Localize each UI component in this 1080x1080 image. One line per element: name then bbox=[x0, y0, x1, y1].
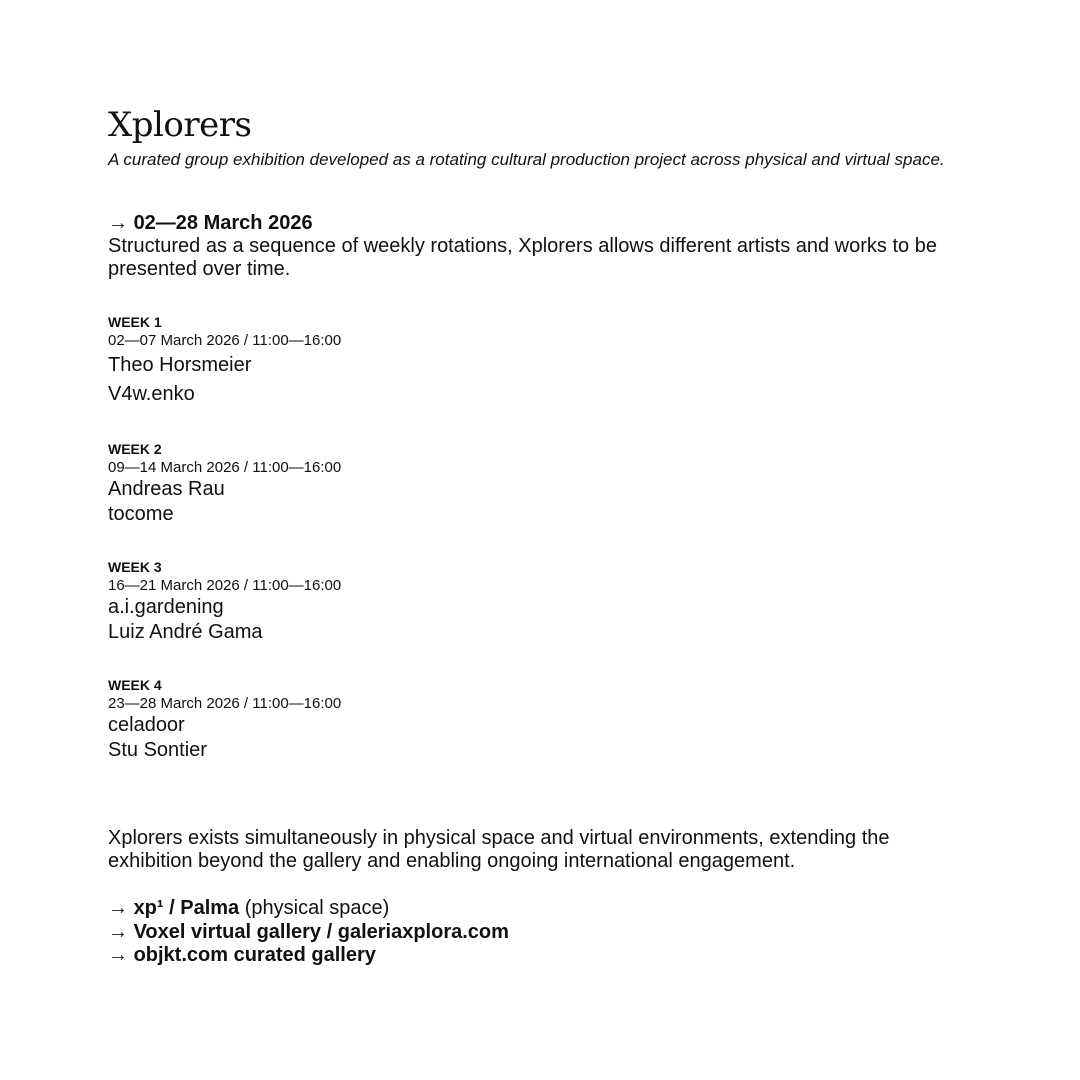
week-date: 09—14 March 2026 / 11:00—16:00 bbox=[108, 459, 342, 476]
arrow-right-icon: → bbox=[108, 920, 128, 943]
venue-link-palma[interactable] bbox=[108, 897, 968, 921]
week-label: WEEK 1 bbox=[108, 314, 162, 330]
week-date: 23—28 March 2026 / 11:00—16:00 bbox=[108, 695, 342, 712]
exhibition-page bbox=[108, 104, 968, 968]
schedule-intro: Structured as a sequence of weekly rotations, Xplorers allows different artists and works to be presented over time. bbox=[108, 235, 937, 280]
week-label: WEEK 4 bbox=[108, 677, 162, 693]
artist-name: Theo Horsmeier bbox=[108, 354, 252, 376]
week-label: WEEK 2 bbox=[108, 441, 162, 457]
artist-name: Luiz André Gama bbox=[108, 621, 263, 643]
week-block bbox=[108, 312, 968, 409]
week-date: 16—21 March 2026 / 11:00—16:00 bbox=[108, 577, 342, 594]
artist-name: Stu Sontier bbox=[108, 739, 207, 761]
artist-name: tocome bbox=[108, 503, 174, 525]
artist-name: V4w.enko bbox=[108, 383, 195, 405]
page-subtitle: A curated group exhibition developed as a rotating cultural production project across physical and virtual space. bbox=[108, 150, 945, 169]
venue-link-voxel[interactable] bbox=[108, 921, 968, 945]
week-block bbox=[108, 557, 968, 645]
arrow-right-icon: → bbox=[108, 212, 128, 234]
artist-name: Andreas Rau bbox=[108, 478, 225, 500]
venue-link-objkt[interactable] bbox=[108, 944, 968, 968]
artist-name: celadoor bbox=[108, 714, 185, 736]
link-label: objkt.com curated gallery bbox=[133, 944, 376, 966]
arrow-right-icon: → bbox=[108, 897, 128, 919]
arrow-right-icon: → bbox=[108, 944, 128, 966]
week-label: WEEK 3 bbox=[108, 559, 162, 575]
week-block bbox=[108, 439, 968, 527]
artist-name: a.i.gardening bbox=[108, 596, 224, 618]
closing-paragraph: Xplorers exists simultaneously in physical space and virtual environments, extending the exhibition beyond the gallery and enabling ongoing international engagement. bbox=[108, 827, 890, 872]
exhibition-dates bbox=[108, 211, 968, 235]
page-title: Xplorers bbox=[108, 105, 252, 145]
venue-links bbox=[108, 897, 968, 968]
link-label: xp¹ / Palma bbox=[133, 897, 240, 919]
dates-label: 02—28 March 2026 bbox=[133, 212, 313, 234]
week-date: 02—07 March 2026 / 11:00—16:00 bbox=[108, 332, 342, 349]
week-block bbox=[108, 675, 968, 763]
link-label: Voxel virtual gallery / galeriaxplora.com bbox=[133, 920, 509, 943]
link-note: (physical space) bbox=[239, 897, 390, 919]
